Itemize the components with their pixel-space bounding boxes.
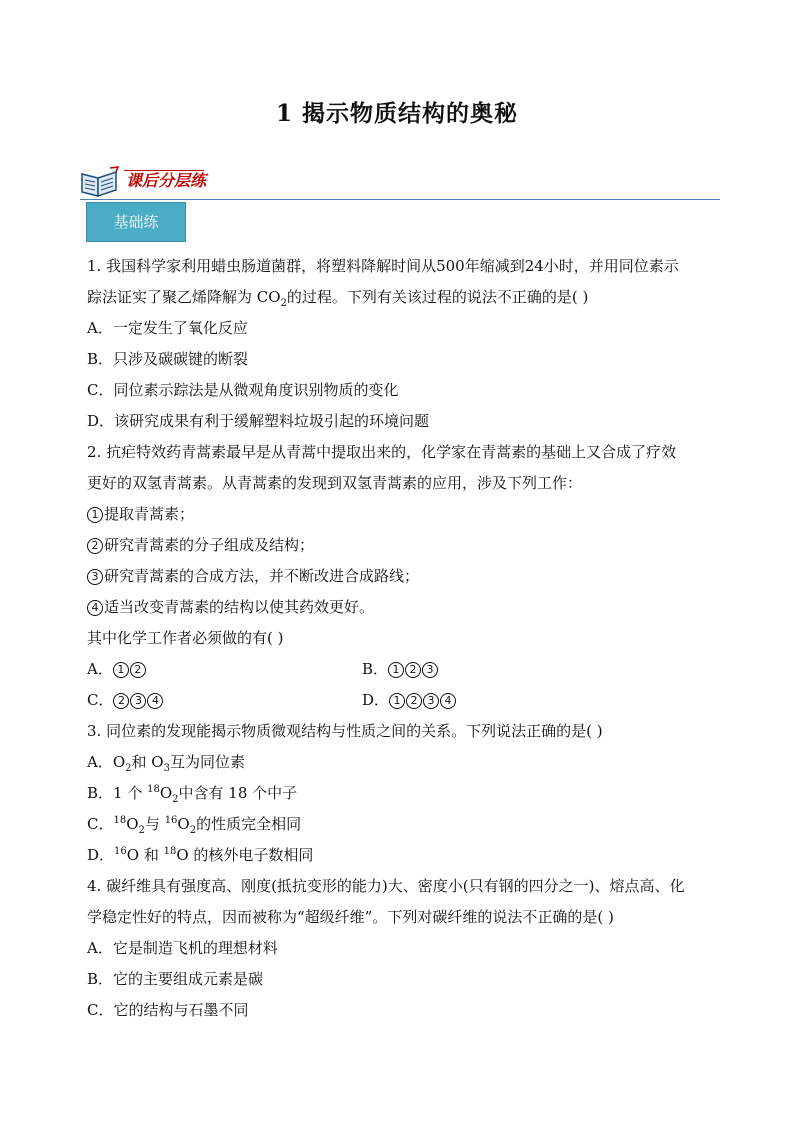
q2-question: 其中化学工作者必须做的有( ) (87, 629, 284, 647)
section-label: 课后分层练 (126, 171, 207, 190)
q2-item-2: 2 研究青蒿素的分子组成及结构； (87, 530, 727, 561)
q4-stem-line2: 学稳定性好的特点，因而被称为“超级纤维”。下列对碳纤维的说法不正确的是( ) (87, 908, 614, 926)
q4-stem-line1: 4. 碳纤维具有强度高、刚度(抵抗变形的能力)大、密度小(只有钢的四分之一)、熔点高、化 (87, 877, 685, 895)
q2-option-a: A． 1 2 (87, 654, 362, 685)
level-badge: 基础练 (86, 202, 186, 242)
q3-stem: 3. 同位素的发现能揭示物质微观结构与性质之间的关系。下列说法正确的是( ) (87, 722, 603, 740)
q2-option-d: D． 1 2 3 4 (362, 685, 637, 716)
q2-stem-line2: 更好的双氢青蒿素。从青蒿素的发现到双氢青蒿素的应用，涉及下列工作： (87, 474, 583, 492)
q1-stem-line1: 1. 我国科学家利用蜡虫肠道菌群，将塑料降解时间从500年缩减到24小时，并用同位素示 (87, 257, 679, 275)
q2-options-row2 (87, 685, 727, 716)
q4-option-c: C．它的结构与石墨不同 (87, 1001, 249, 1019)
q4-option-a: A．它是制造飞机的理想材料 (87, 939, 278, 957)
q3-option-c: C．$^{18}O_2$与 $^{16}O_2$的性质完全相同 (87, 815, 302, 836)
q3-option-b: B．1 个 $^{18}O_2$中含有 18 个中子 (87, 784, 298, 805)
q3-option-d: D．$^{16}$O 和 $^{18}$O 的核外电子数相同 (87, 846, 314, 864)
section-divider (80, 199, 720, 200)
question-list (87, 251, 727, 1026)
q1-option-a: A．一定发生了氧化反应 (87, 319, 248, 337)
q1-option-b: B．只涉及碳碳键的断裂 (87, 350, 249, 368)
q2-item-4: 4 适当改变青蒿素的结构以使其药效更好。 (87, 592, 727, 623)
page-title: 1 揭示物质结构的奥秘 (275, 100, 518, 127)
q3-option-a: A．$O_2$和 $O_3$互为同位素 (87, 753, 245, 774)
q1-option-d: D．该研究成果有利于缓解塑料垃圾引起的环境问题 (87, 412, 430, 430)
q2-options-row1 (87, 654, 727, 685)
q4-option-b: B．它的主要组成元素是碳 (87, 970, 264, 988)
q1-option-c: C．同位素示踪法是从微观角度识别物质的变化 (87, 381, 399, 399)
open-book-icon (80, 166, 120, 198)
q1-stem-line2: 踪法证实了聚乙烯降解为 $CO_2$的过程。下列有关该过程的说法不正确的是( ) (87, 288, 589, 309)
q2-stem-line1: 2. 抗疟特效药青蒿素最早是从青蒿中提取出来的，化学家在青蒿素的基础上又合成了疗效 (87, 443, 677, 461)
q2-item-3: 3 研究青蒿素的合成方法，并不断改进合成路线； (87, 561, 727, 592)
q2-item-1: 1 提取青蒿素； (87, 499, 727, 530)
q2-option-b: B． 1 2 3 (362, 654, 637, 685)
section-header (80, 162, 720, 200)
q2-option-c: C． 2 3 4 (87, 685, 362, 716)
